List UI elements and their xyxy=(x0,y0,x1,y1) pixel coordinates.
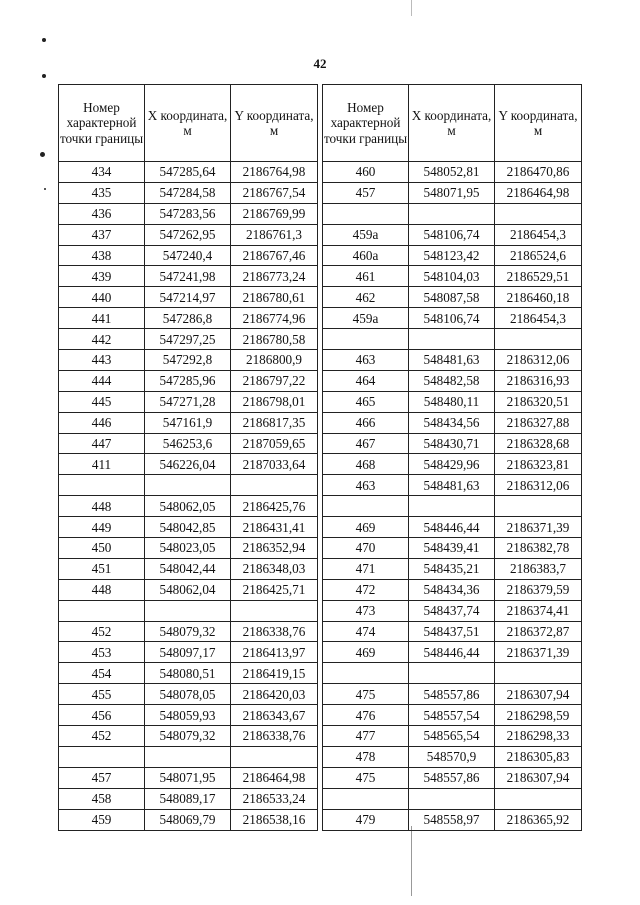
x-coordinate-cell: 548481,63 xyxy=(409,475,495,496)
y-coordinate-cell: 2186800,9 xyxy=(231,350,318,371)
point-number-cell: 452 xyxy=(59,726,145,747)
x-coordinate-cell: 547297,25 xyxy=(145,329,231,350)
y-coordinate-cell: 2186420,03 xyxy=(231,684,318,705)
x-coordinate-cell: 547262,95 xyxy=(145,224,231,245)
y-coordinate-cell: 2186817,35 xyxy=(231,412,318,433)
point-number-cell: 458 xyxy=(59,788,145,809)
table-row xyxy=(323,454,582,475)
x-coordinate-cell: 548565,54 xyxy=(409,726,495,747)
x-coordinate-cell: 548435,21 xyxy=(409,558,495,579)
point-number-cell: 459а xyxy=(323,308,409,329)
point-number-cell: 461 xyxy=(323,266,409,287)
x-coordinate-cell xyxy=(145,746,231,767)
point-number-cell: 467 xyxy=(323,433,409,454)
x-coordinate-cell: 548446,44 xyxy=(409,642,495,663)
x-coordinate-cell: 547283,56 xyxy=(145,203,231,224)
point-number-cell: 411 xyxy=(59,454,145,475)
point-number-cell: 459 xyxy=(59,809,145,830)
point-number-cell: 441 xyxy=(59,308,145,329)
y-coordinate-cell: 2186464,98 xyxy=(495,182,582,203)
y-coordinate-cell: 2186798,01 xyxy=(231,391,318,412)
x-coordinate-cell: 548434,36 xyxy=(409,579,495,600)
point-number-cell xyxy=(59,600,145,621)
point-number-cell xyxy=(323,203,409,224)
x-coordinate-cell: 548557,86 xyxy=(409,684,495,705)
y-coordinate-cell: 2186767,46 xyxy=(231,245,318,266)
table-row xyxy=(59,767,318,788)
y-coordinate-cell: 2186307,94 xyxy=(495,767,582,788)
table-row xyxy=(323,412,582,433)
x-coordinate-cell: 548439,41 xyxy=(409,538,495,559)
table-row xyxy=(323,496,582,517)
y-coordinate-cell: 2186372,87 xyxy=(495,621,582,642)
y-coordinate-cell: 2186425,76 xyxy=(231,496,318,517)
point-number-cell: 472 xyxy=(323,579,409,600)
x-coordinate-cell: 547284,58 xyxy=(145,182,231,203)
point-number-cell: 475 xyxy=(323,767,409,788)
x-coordinate-cell: 548071,95 xyxy=(145,767,231,788)
table-row xyxy=(323,705,582,726)
y-coordinate-cell: 2186413,97 xyxy=(231,642,318,663)
table-row xyxy=(59,600,318,621)
table-row xyxy=(323,391,582,412)
table-row xyxy=(323,350,582,371)
x-coordinate-cell: 548557,86 xyxy=(409,767,495,788)
table-row xyxy=(323,788,582,809)
point-number-cell: 473 xyxy=(323,600,409,621)
table-row xyxy=(323,162,582,183)
x-coordinate-cell: 548570,9 xyxy=(409,746,495,767)
y-coordinate-cell: 2186769,99 xyxy=(231,203,318,224)
table-row xyxy=(59,245,318,266)
header-point: Номер характерной точки границы xyxy=(59,85,145,162)
y-coordinate-cell: 2186464,98 xyxy=(231,767,318,788)
table-row xyxy=(323,370,582,391)
point-number-cell: 450 xyxy=(59,538,145,559)
table-row xyxy=(323,287,582,308)
point-number-cell: 448 xyxy=(59,579,145,600)
point-number-cell xyxy=(323,496,409,517)
header-y: Y координата, м xyxy=(495,85,582,162)
table-row xyxy=(323,329,582,350)
y-coordinate-cell xyxy=(495,663,582,684)
x-coordinate-cell: 547241,98 xyxy=(145,266,231,287)
point-number-cell xyxy=(323,329,409,350)
table-row xyxy=(59,412,318,433)
point-number-cell: 436 xyxy=(59,203,145,224)
y-coordinate-cell: 2186797,22 xyxy=(231,370,318,391)
table-row xyxy=(323,517,582,538)
y-coordinate-cell: 2186780,61 xyxy=(231,287,318,308)
table-row xyxy=(323,475,582,496)
point-number-cell: 440 xyxy=(59,287,145,308)
y-coordinate-cell: 2186529,51 xyxy=(495,266,582,287)
table-row xyxy=(59,517,318,538)
x-coordinate-cell xyxy=(409,496,495,517)
y-coordinate-cell: 2186374,41 xyxy=(495,600,582,621)
point-number-cell: 448 xyxy=(59,496,145,517)
scan-mark xyxy=(40,152,45,157)
table-row xyxy=(59,496,318,517)
x-coordinate-cell xyxy=(145,600,231,621)
point-number-cell: 469 xyxy=(323,642,409,663)
table-row xyxy=(59,203,318,224)
x-coordinate-cell: 547161,9 xyxy=(145,412,231,433)
x-coordinate-cell: 547292,8 xyxy=(145,350,231,371)
point-number-cell: 445 xyxy=(59,391,145,412)
x-coordinate-cell: 548434,56 xyxy=(409,412,495,433)
point-number-cell: 443 xyxy=(59,350,145,371)
y-coordinate-cell: 2186382,78 xyxy=(495,538,582,559)
x-coordinate-cell xyxy=(145,475,231,496)
x-coordinate-cell: 547240,4 xyxy=(145,245,231,266)
point-number-cell: 463 xyxy=(323,475,409,496)
table-row xyxy=(59,788,318,809)
table-row xyxy=(59,705,318,726)
table-row xyxy=(323,809,582,830)
point-number-cell: 437 xyxy=(59,224,145,245)
y-coordinate-cell: 2186323,81 xyxy=(495,454,582,475)
y-coordinate-cell xyxy=(231,746,318,767)
x-coordinate-cell: 548437,74 xyxy=(409,600,495,621)
y-coordinate-cell: 2186431,41 xyxy=(231,517,318,538)
y-coordinate-cell xyxy=(495,788,582,809)
y-coordinate-cell: 2186773,24 xyxy=(231,266,318,287)
x-coordinate-cell: 548069,79 xyxy=(145,809,231,830)
point-number-cell: 470 xyxy=(323,538,409,559)
point-number-cell: 447 xyxy=(59,433,145,454)
point-number-cell: 457 xyxy=(59,767,145,788)
y-coordinate-cell: 2186365,92 xyxy=(495,809,582,830)
point-number-cell: 462 xyxy=(323,287,409,308)
table-row xyxy=(59,642,318,663)
scan-mark xyxy=(44,188,46,190)
x-coordinate-cell: 547271,28 xyxy=(145,391,231,412)
point-number-cell: 471 xyxy=(323,558,409,579)
point-number-cell: 463 xyxy=(323,350,409,371)
y-coordinate-cell xyxy=(231,600,318,621)
table-row xyxy=(59,454,318,475)
x-coordinate-cell: 548080,51 xyxy=(145,663,231,684)
y-coordinate-cell: 2186327,88 xyxy=(495,412,582,433)
table-row xyxy=(59,391,318,412)
table-header-row xyxy=(323,85,582,162)
x-coordinate-cell: 548071,95 xyxy=(409,182,495,203)
point-number-cell: 449 xyxy=(59,517,145,538)
point-number-cell: 451 xyxy=(59,558,145,579)
table-row xyxy=(59,809,318,830)
table-row xyxy=(59,579,318,600)
header-y: Y координата, м xyxy=(231,85,318,162)
table-row xyxy=(59,266,318,287)
table-row xyxy=(323,224,582,245)
y-coordinate-cell: 2186767,54 xyxy=(231,182,318,203)
table-row xyxy=(323,746,582,767)
y-coordinate-cell: 2186320,51 xyxy=(495,391,582,412)
y-coordinate-cell: 2186419,15 xyxy=(231,663,318,684)
table-row xyxy=(323,663,582,684)
x-coordinate-cell: 547285,96 xyxy=(145,370,231,391)
point-number-cell: 465 xyxy=(323,391,409,412)
y-coordinate-cell: 2186316,93 xyxy=(495,370,582,391)
x-coordinate-cell xyxy=(409,329,495,350)
point-number-cell xyxy=(59,475,145,496)
table-row xyxy=(59,162,318,183)
point-number-cell: 456 xyxy=(59,705,145,726)
point-number-cell xyxy=(59,746,145,767)
x-coordinate-cell: 548481,63 xyxy=(409,350,495,371)
point-number-cell: 479 xyxy=(323,809,409,830)
x-coordinate-cell: 548079,32 xyxy=(145,726,231,747)
y-coordinate-cell: 2186298,59 xyxy=(495,705,582,726)
scan-line xyxy=(411,826,412,896)
y-coordinate-cell xyxy=(495,203,582,224)
x-coordinate-cell xyxy=(409,663,495,684)
point-number-cell xyxy=(323,663,409,684)
y-coordinate-cell: 2186338,76 xyxy=(231,621,318,642)
x-coordinate-cell: 548429,96 xyxy=(409,454,495,475)
table-row xyxy=(59,433,318,454)
table-row xyxy=(59,329,318,350)
x-coordinate-cell: 548097,17 xyxy=(145,642,231,663)
y-coordinate-cell: 2186460,18 xyxy=(495,287,582,308)
point-number-cell: 434 xyxy=(59,162,145,183)
y-coordinate-cell: 2186774,96 xyxy=(231,308,318,329)
header-x: X координата, м xyxy=(145,85,231,162)
y-coordinate-cell: 2186328,68 xyxy=(495,433,582,454)
x-coordinate-cell: 548079,32 xyxy=(145,621,231,642)
table-row xyxy=(323,245,582,266)
x-coordinate-cell: 547286,8 xyxy=(145,308,231,329)
x-coordinate-cell: 546226,04 xyxy=(145,454,231,475)
y-coordinate-cell: 2186352,94 xyxy=(231,538,318,559)
x-coordinate-cell: 548106,74 xyxy=(409,224,495,245)
table-row xyxy=(59,726,318,747)
table-row xyxy=(59,287,318,308)
y-coordinate-cell: 2186298,33 xyxy=(495,726,582,747)
point-number-cell: 453 xyxy=(59,642,145,663)
point-number-cell: 478 xyxy=(323,746,409,767)
point-number-cell: 469 xyxy=(323,517,409,538)
y-coordinate-cell xyxy=(495,496,582,517)
y-coordinate-cell: 2186383,7 xyxy=(495,558,582,579)
table-row xyxy=(323,684,582,705)
y-coordinate-cell: 2186343,67 xyxy=(231,705,318,726)
point-number-cell: 460а xyxy=(323,245,409,266)
x-coordinate-cell: 547214,97 xyxy=(145,287,231,308)
point-number-cell: 475 xyxy=(323,684,409,705)
page-number: 42 xyxy=(313,56,327,71)
x-coordinate-cell: 548078,05 xyxy=(145,684,231,705)
table-row xyxy=(59,182,318,203)
point-number-cell: 468 xyxy=(323,454,409,475)
table-row xyxy=(323,203,582,224)
table-row xyxy=(59,746,318,767)
point-number-cell: 442 xyxy=(59,329,145,350)
point-number-cell: 477 xyxy=(323,726,409,747)
x-coordinate-cell: 547285,64 xyxy=(145,162,231,183)
y-coordinate-cell: 2186454,3 xyxy=(495,308,582,329)
scan-mark xyxy=(42,38,46,42)
point-number-cell: 435 xyxy=(59,182,145,203)
table-row xyxy=(59,558,318,579)
point-number-cell: 452 xyxy=(59,621,145,642)
x-coordinate-cell: 548042,44 xyxy=(145,558,231,579)
point-number-cell: 474 xyxy=(323,621,409,642)
x-coordinate-cell: 548104,03 xyxy=(409,266,495,287)
table-row xyxy=(59,370,318,391)
coordinates-table-left xyxy=(58,84,318,831)
y-coordinate-cell: 2186425,71 xyxy=(231,579,318,600)
point-number-cell: 459а xyxy=(323,224,409,245)
y-coordinate-cell: 2186371,39 xyxy=(495,517,582,538)
y-coordinate-cell: 2186379,59 xyxy=(495,579,582,600)
x-coordinate-cell: 548430,71 xyxy=(409,433,495,454)
coordinates-table-right xyxy=(322,84,582,831)
y-coordinate-cell: 2186312,06 xyxy=(495,350,582,371)
y-coordinate-cell: 2186371,39 xyxy=(495,642,582,663)
table-row xyxy=(323,642,582,663)
y-coordinate-cell: 2186780,58 xyxy=(231,329,318,350)
y-coordinate-cell: 2186348,03 xyxy=(231,558,318,579)
x-coordinate-cell: 548059,93 xyxy=(145,705,231,726)
table-row xyxy=(323,538,582,559)
point-number-cell: 476 xyxy=(323,705,409,726)
y-coordinate-cell: 2186538,16 xyxy=(231,809,318,830)
x-coordinate-cell: 548042,85 xyxy=(145,517,231,538)
header-x: X координата, м xyxy=(409,85,495,162)
table-row xyxy=(59,684,318,705)
x-coordinate-cell: 548052,81 xyxy=(409,162,495,183)
y-coordinate-cell: 2186454,3 xyxy=(495,224,582,245)
table-row xyxy=(59,308,318,329)
point-number-cell: 439 xyxy=(59,266,145,287)
table-row xyxy=(59,475,318,496)
y-coordinate-cell: 2186761,3 xyxy=(231,224,318,245)
x-coordinate-cell: 548106,74 xyxy=(409,308,495,329)
table-row xyxy=(59,538,318,559)
x-coordinate-cell: 548062,05 xyxy=(145,496,231,517)
point-number-cell: 457 xyxy=(323,182,409,203)
y-coordinate-cell: 2186338,76 xyxy=(231,726,318,747)
x-coordinate-cell: 548558,97 xyxy=(409,809,495,830)
scan-line xyxy=(411,0,412,16)
y-coordinate-cell: 2186533,24 xyxy=(231,788,318,809)
x-coordinate-cell: 548087,58 xyxy=(409,287,495,308)
table-row xyxy=(323,767,582,788)
y-coordinate-cell: 2186305,83 xyxy=(495,746,582,767)
table-row xyxy=(59,350,318,371)
point-number-cell: 455 xyxy=(59,684,145,705)
x-coordinate-cell: 548062,04 xyxy=(145,579,231,600)
y-coordinate-cell xyxy=(231,475,318,496)
y-coordinate-cell xyxy=(495,329,582,350)
x-coordinate-cell: 548089,17 xyxy=(145,788,231,809)
y-coordinate-cell: 2187033,64 xyxy=(231,454,318,475)
point-number-cell xyxy=(323,788,409,809)
table-row xyxy=(323,621,582,642)
table-row xyxy=(323,266,582,287)
table-row xyxy=(323,558,582,579)
table-row xyxy=(323,579,582,600)
x-coordinate-cell xyxy=(409,788,495,809)
table-row xyxy=(59,663,318,684)
y-coordinate-cell: 2187059,65 xyxy=(231,433,318,454)
y-coordinate-cell: 2186524,6 xyxy=(495,245,582,266)
x-coordinate-cell: 548480,11 xyxy=(409,391,495,412)
point-number-cell: 466 xyxy=(323,412,409,433)
point-number-cell: 464 xyxy=(323,370,409,391)
point-number-cell: 444 xyxy=(59,370,145,391)
point-number-cell: 446 xyxy=(59,412,145,433)
x-coordinate-cell: 548437,51 xyxy=(409,621,495,642)
scan-mark xyxy=(42,74,46,78)
x-coordinate-cell xyxy=(409,203,495,224)
table-row xyxy=(323,182,582,203)
point-number-cell: 454 xyxy=(59,663,145,684)
y-coordinate-cell: 2186764,98 xyxy=(231,162,318,183)
point-number-cell: 460 xyxy=(323,162,409,183)
y-coordinate-cell: 2186307,94 xyxy=(495,684,582,705)
table-row xyxy=(323,600,582,621)
x-coordinate-cell: 548446,44 xyxy=(409,517,495,538)
x-coordinate-cell: 548023,05 xyxy=(145,538,231,559)
x-coordinate-cell: 548123,42 xyxy=(409,245,495,266)
y-coordinate-cell: 2186470,86 xyxy=(495,162,582,183)
table-row xyxy=(323,308,582,329)
table-row xyxy=(323,433,582,454)
table-row xyxy=(323,726,582,747)
table-row xyxy=(59,621,318,642)
y-coordinate-cell: 2186312,06 xyxy=(495,475,582,496)
header-point: Номер характерной точки границы xyxy=(323,85,409,162)
x-coordinate-cell: 548482,58 xyxy=(409,370,495,391)
x-coordinate-cell: 546253,6 xyxy=(145,433,231,454)
table-header-row xyxy=(59,85,318,162)
x-coordinate-cell: 548557,54 xyxy=(409,705,495,726)
point-number-cell: 438 xyxy=(59,245,145,266)
table-row xyxy=(59,224,318,245)
